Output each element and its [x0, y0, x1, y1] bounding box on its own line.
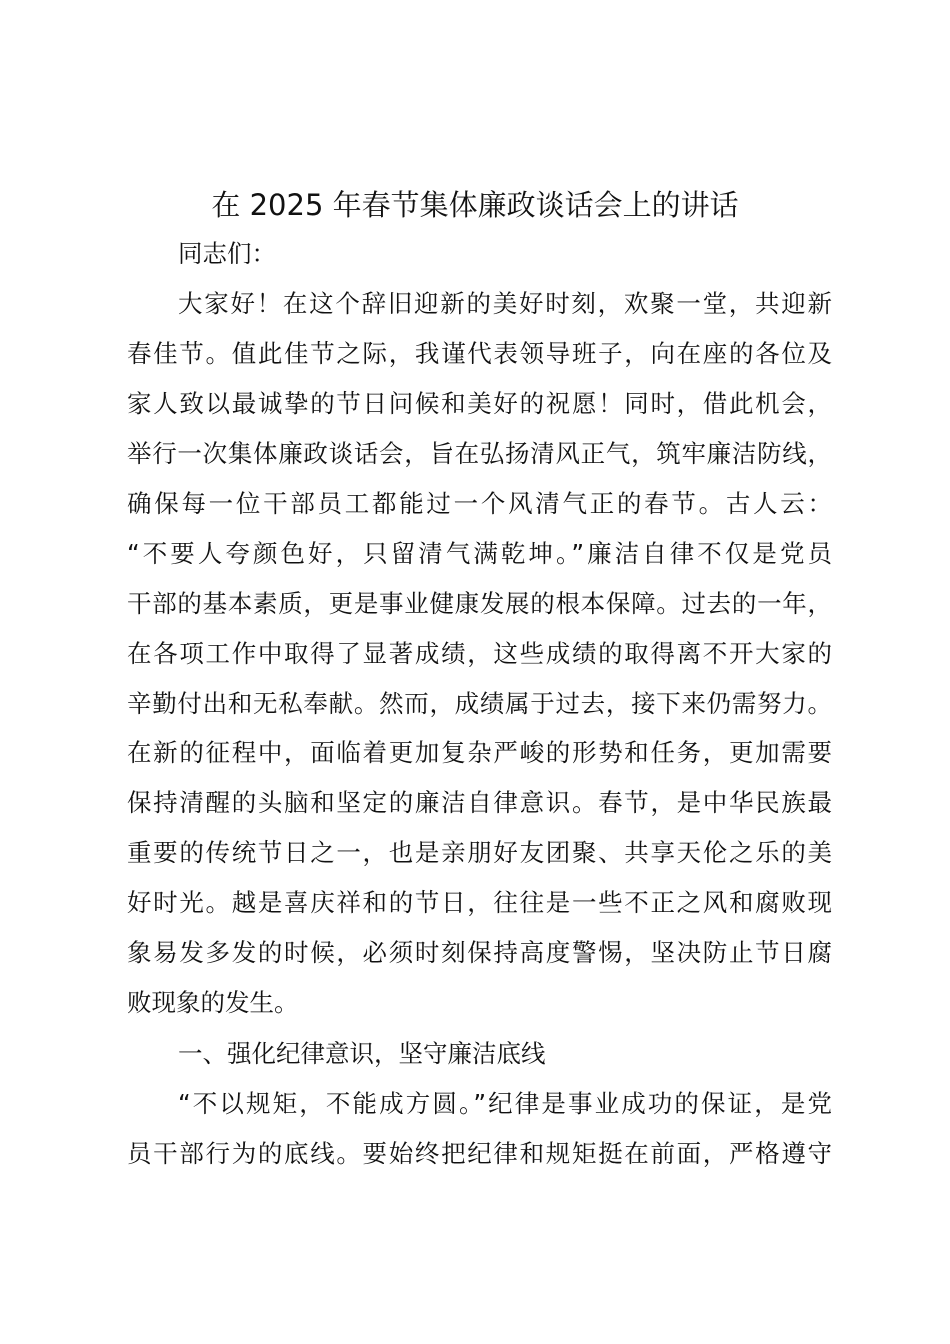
- document-title: 在 2025 年春节集体廉政谈话会上的讲话: [211, 188, 739, 222]
- paragraph-line: 保持清醒的头脑和坚定的廉洁自律意识。春节，是中华民族最: [127, 788, 832, 817]
- paragraph-line: 辛勤付出和无私奉献。然而，成绩属于过去，接下来仍需努力。: [127, 689, 832, 718]
- paragraph-line: 大家好！在这个辞旧迎新的美好时刻，欢聚一堂，共迎新: [178, 289, 832, 318]
- paragraph-line: 确保每一位干部员工都能过一个风清气正的春节。古人云：: [127, 489, 832, 518]
- section-heading: 一、强化纪律意识，坚守廉洁底线: [178, 1039, 546, 1068]
- paragraph-line: 象易发多发的时候，必须时刻保持高度警惕，坚决防止节日腐: [127, 938, 832, 967]
- paragraph-line: 在新的征程中，面临着更加复杂严峻的形势和任务，更加需要: [127, 738, 832, 767]
- paragraph-line: 重要的传统节日之一，也是亲朋好友团聚、共享天伦之乐的美: [127, 838, 832, 867]
- paragraph-line: 春佳节。值此佳节之际，我谨代表领导班子，向在座的各位及: [127, 339, 832, 368]
- paragraph-line: “不以规矩，不能成方圆。”纪律是事业成功的保证，是党: [178, 1089, 832, 1118]
- paragraph-line: 员干部行为的底线。要始终把纪律和规矩挺在前面，严格遵守: [127, 1139, 832, 1168]
- paragraph-line: 在各项工作中取得了显著成绩，这些成绩的取得离不开大家的: [127, 639, 832, 668]
- salutation: 同志们：: [178, 239, 276, 268]
- paragraph-line: 举行一次集体廉政谈话会，旨在弘扬清风正气，筑牢廉洁防线，: [127, 439, 832, 468]
- paragraph-line: “不要人夸颜色好，只留清气满乾坤。”廉洁自律不仅是党员: [127, 539, 832, 568]
- paragraph-line: 干部的基本素质，更是事业健康发展的根本保障。过去的一年，: [127, 589, 832, 618]
- paragraph-line: 好时光。越是喜庆祥和的节日，往往是一些不正之风和腐败现: [127, 888, 832, 917]
- paragraph-line: 败现象的发生。: [127, 988, 299, 1017]
- paragraph-line: 家人致以最诚挚的节日问候和美好的祝愿！同时，借此机会，: [127, 389, 832, 418]
